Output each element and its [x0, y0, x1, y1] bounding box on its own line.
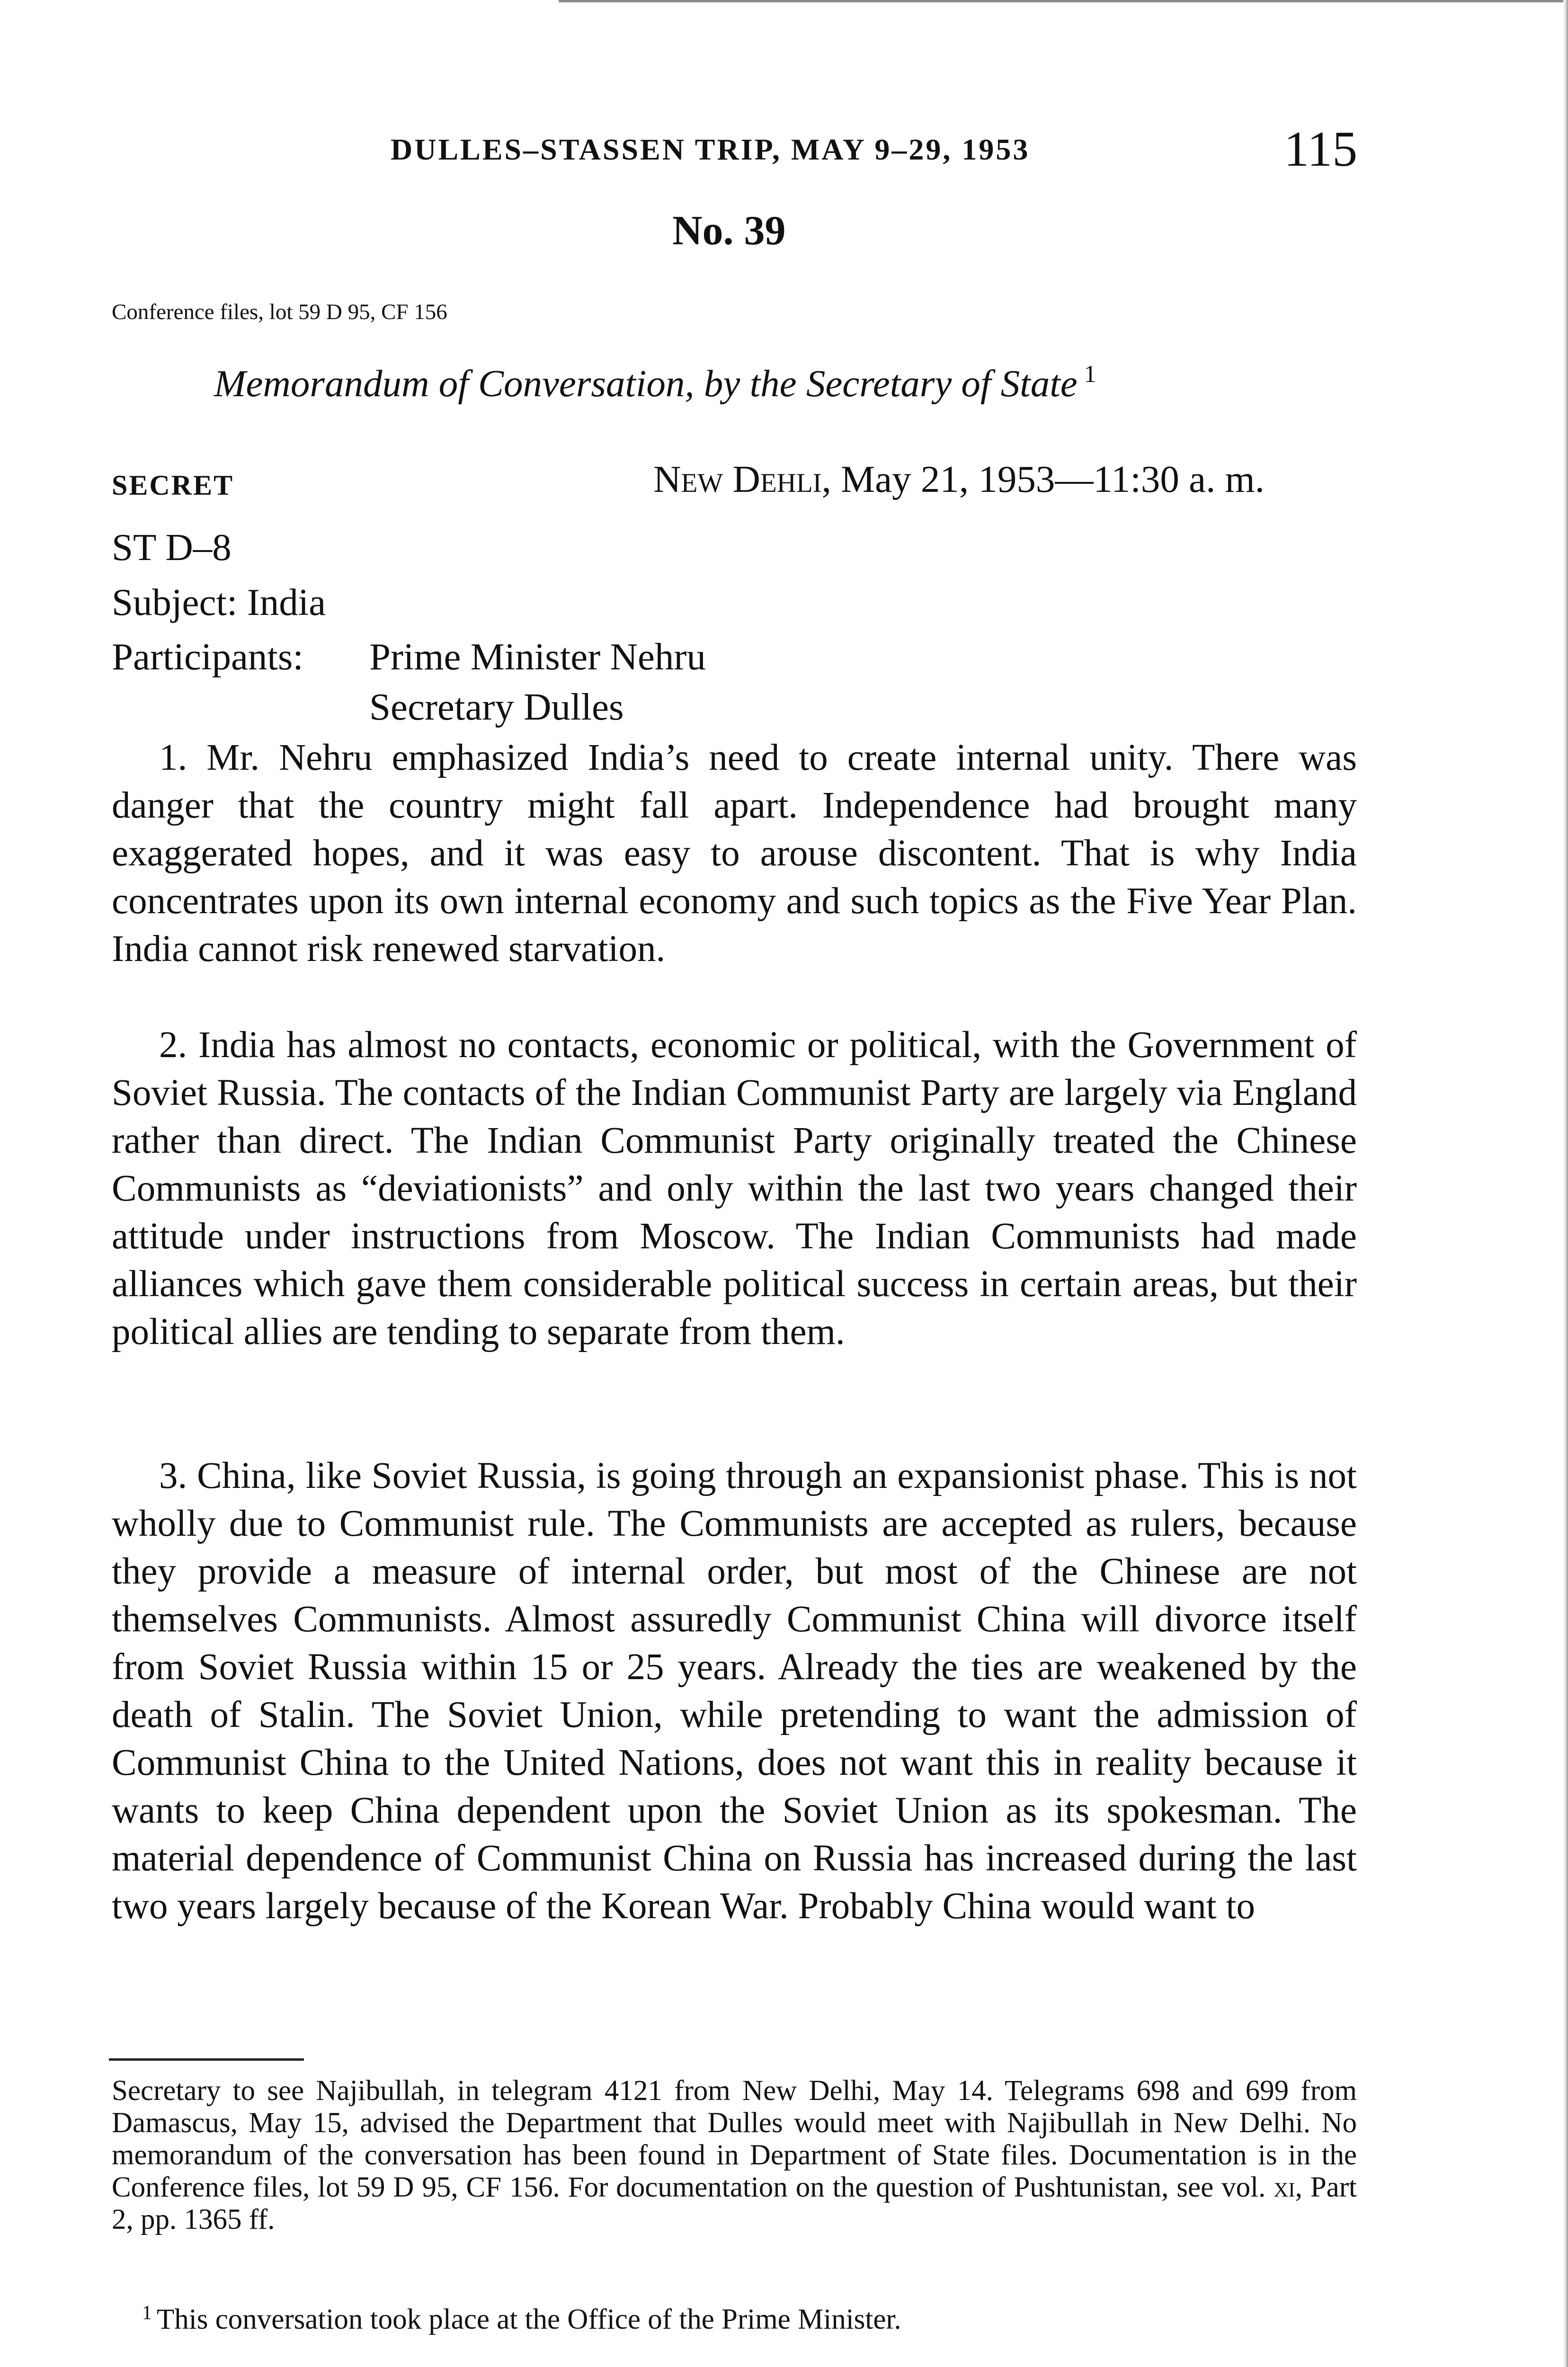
participants-label: Participants:: [112, 635, 303, 678]
memo-title: [214, 362, 1096, 403]
classification-label: SECRET: [112, 470, 234, 501]
footnote-text: Secretary to see Najibullah, in telegram 4121 from New Delhi, May 14. Telegrams 698 and 699 from Damascus, May 15, advised the Department that Dulles would meet with Najibullah in New Delhi. No memorandum of the conversation has been found in Department of State files. Documentation is in the Conference files, lot 59 D 95, CF 156. For documentation on the question of Pushtunistan, see vol.: [112, 2075, 1357, 2203]
running-head: DULLES–STASSEN TRIP, MAY 9–29, 1953: [391, 133, 1030, 166]
volume-number: xi: [1274, 2171, 1295, 2203]
footnote-continuation: [112, 2075, 1357, 2236]
footnote-1: [142, 2297, 901, 2336]
place: New Dehli,: [653, 458, 831, 500]
participant-name: Prime Minister Nehru: [369, 635, 706, 678]
top-edge-rule: [559, 0, 1568, 2]
memo-title-text: Memorandum of Conversation, by the Secretary of State: [214, 362, 1078, 405]
source-note: Conference files, lot 59 D 95, CF 156: [112, 300, 447, 324]
footnote-reference: 1: [1084, 361, 1096, 388]
subject-line: Subject: India: [112, 581, 326, 623]
footnote-1-text: This conversation took place at the Office of the Prime Minister.: [157, 2304, 901, 2335]
page-edge-shadow: [1563, 0, 1568, 2367]
body-paragraph-2: 2. India has almost no contacts, economic or political, with the Government of Soviet Russia. The contacts of the Indian Communist Party are largely via England rather than direct. The Indian Communist Party originally treated the Chinese Communists as “deviationists” and only within the last two years changed their attitude under instructions from Moscow. The Indian Communists had made alliances which gave them considerable political success in certain areas, but their political allies are tending to separate from them.: [112, 1024, 1357, 1353]
footnote-1-mark: 1: [142, 2302, 152, 2324]
place-date-line: [653, 460, 1265, 498]
document-number: No. 39: [672, 208, 786, 254]
participant-name: Secretary Dulles: [369, 685, 624, 728]
series-number: ST D–8: [112, 526, 232, 569]
footnote-divider: [109, 2058, 304, 2061]
body-paragraph-3: 3. China, like Soviet Russia, is going through an expansionist phase. This is not wholly due to Communist rule. The Communists are accepted as rulers, because they provide a measure of internal order, but most of the Chinese are not themselves Communists. Almost assuredly Communist China will divorce itself from Soviet Russia within 15 or 25 years. Already the ties are weakened by the death of Stalin. The Soviet Union, while pretending to want the admission of Communist China to the United Nations, does not want this in reality because it wants to keep China dependent upon the Soviet Union as its spokesman. The material dependence of Communist China on Russia has increased during the last two years largely because of the Korean War. Probably China would want to: [112, 1455, 1357, 1927]
footnote-text-end: , Part 2, pp. 1365 ff.: [112, 2171, 1357, 2235]
body-paragraph-1: 1. Mr. Nehru emphasized India’s need to create internal unity. There was danger that the country might fall apart. Independence had brought many exaggerated hopes, and it was easy to arouse discontent. That is why India concentrates upon its own internal economy and such topics as the Five Year Plan. India cannot risk renewed starvation.: [112, 737, 1357, 970]
page-number: 115: [1284, 121, 1358, 177]
date-time: May 21, 1953—11:30 a. m.: [841, 458, 1265, 500]
